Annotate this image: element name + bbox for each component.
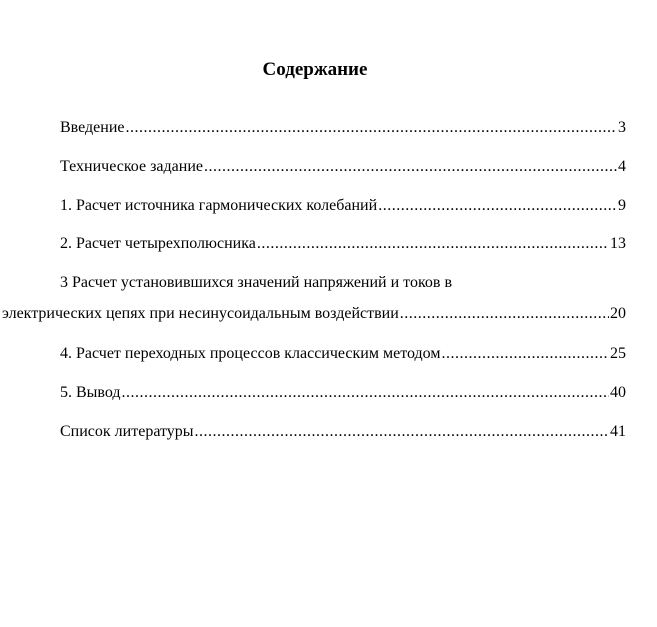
toc-leader-dots bbox=[195, 422, 609, 442]
page-title: Содержание bbox=[262, 59, 368, 80]
toc-entry-section-2 bbox=[60, 234, 626, 254]
toc-leader-dots bbox=[126, 118, 618, 138]
toc-entry-page: 13 bbox=[610, 235, 626, 252]
toc-leader-dots bbox=[400, 304, 609, 324]
toc-entry-page: 41 bbox=[610, 423, 626, 440]
toc-leader-dots bbox=[204, 157, 617, 177]
toc-entry-introduction bbox=[60, 118, 626, 138]
toc-entry-label: 4. Расчет переходных процессов классическим методом bbox=[60, 345, 441, 362]
toc-entry-section-1 bbox=[60, 196, 626, 216]
toc-entry-page: 9 bbox=[618, 197, 626, 214]
toc-leader-dots bbox=[441, 344, 609, 364]
toc-entry-section-4 bbox=[60, 344, 626, 364]
toc-entry-label: Введение bbox=[60, 119, 125, 136]
toc-entry-page: 25 bbox=[610, 345, 626, 362]
toc-entry-label: Список литературы bbox=[60, 423, 194, 440]
toc-entry-technical-task bbox=[60, 157, 626, 177]
toc-leader-dots bbox=[378, 196, 617, 216]
toc-leader-dots bbox=[122, 383, 609, 403]
toc-entry-label: электрических цепях при несинусоидальным воздействии bbox=[2, 305, 399, 322]
toc-entry-section-5 bbox=[60, 383, 626, 403]
toc-entry-label: 5. Вывод bbox=[60, 384, 121, 401]
toc-entry-label: Техническое задание bbox=[60, 158, 203, 175]
toc-entry-page: 40 bbox=[610, 384, 626, 401]
toc-entry-section-3 bbox=[2, 304, 626, 324]
toc-entry-label: 1. Расчет источника гармонических колебаний bbox=[60, 197, 378, 214]
toc-leader-dots bbox=[257, 234, 609, 254]
toc-entry-label: 2. Расчет четырехполюсника bbox=[60, 235, 256, 252]
toc-entry-page: 3 bbox=[618, 119, 626, 136]
toc-entry-page: 20 bbox=[610, 305, 626, 322]
toc-entry-page: 4 bbox=[618, 158, 626, 175]
toc-entry-section-3-line1: 3 Расчет установившихся значений напряжений и токов в bbox=[60, 274, 453, 291]
toc-entry-references bbox=[60, 422, 626, 442]
